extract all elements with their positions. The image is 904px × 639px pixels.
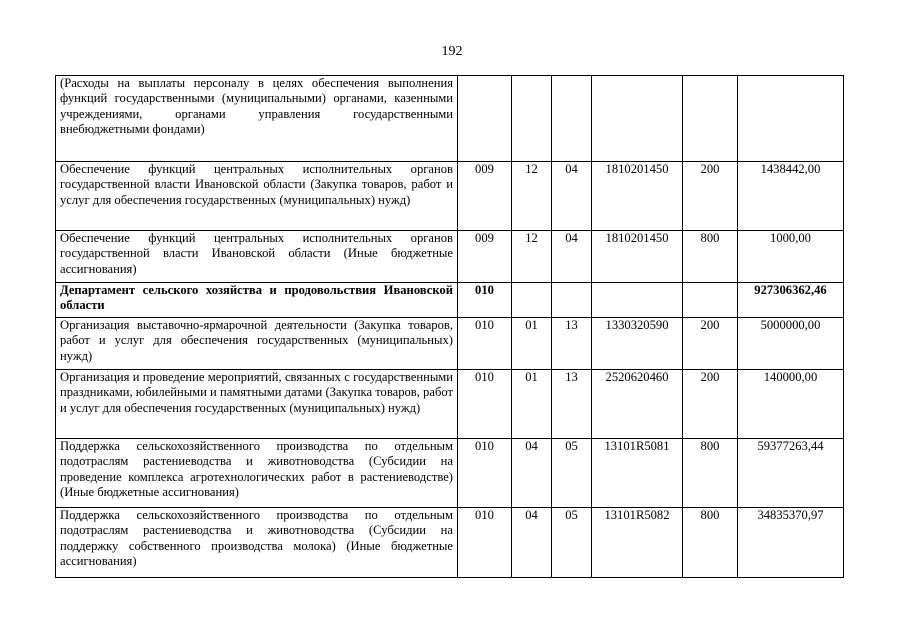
target-article-cell: 13101R5082 [592, 508, 683, 578]
table-row [56, 76, 844, 162]
amount-cell: 1438442,00 [738, 162, 844, 231]
subsection-code-cell: 04 [552, 231, 592, 283]
ministry-code-cell: 010 [458, 370, 512, 439]
table-row [56, 508, 844, 578]
table-row [56, 318, 844, 370]
subsection-code-cell [552, 283, 592, 318]
subsection-code-cell [552, 76, 592, 162]
section-code-cell: 04 [512, 439, 552, 508]
subsection-code-cell: 05 [552, 439, 592, 508]
expense-type-cell: 200 [683, 370, 738, 439]
table-row [56, 439, 844, 508]
item-name-cell: Организация и проведение мероприятий, связанных с государственными праздниками, юбилейными и памятными датами (Закупка товаров, работ и услуг для обеспечения государственных (муниципальных) нужд) [56, 370, 458, 439]
target-article-cell: 13101R5081 [592, 439, 683, 508]
target-article-cell: 2520620460 [592, 370, 683, 439]
table-row [56, 231, 844, 283]
item-name-cell: Организация выставочно-ярмарочной деятельности (Закупка товаров, работ и услуг для обеспечения государственных (муниципальных) нужд) [56, 318, 458, 370]
item-name-cell: (Расходы на выплаты персоналу в целях обеспечения выполнения функций государственными (муниципальными) органами, казенными учреждениями, органами управления государственными внебюджетными фондами) [56, 76, 458, 162]
subsection-code-cell: 04 [552, 162, 592, 231]
expense-type-cell: 800 [683, 231, 738, 283]
item-name-cell: Департамент сельского хозяйства и продовольствия Ивановской области [56, 283, 458, 318]
target-article-cell [592, 76, 683, 162]
expense-type-cell [683, 283, 738, 318]
section-code-cell: 04 [512, 508, 552, 578]
amount-cell: 1000,00 [738, 231, 844, 283]
budget-table [55, 75, 844, 578]
amount-cell: 34835370,97 [738, 508, 844, 578]
budget-table-body [56, 76, 844, 578]
subsection-code-cell: 13 [552, 318, 592, 370]
section-code-cell [512, 76, 552, 162]
page-number: 192 [441, 44, 463, 59]
ministry-code-cell: 010 [458, 318, 512, 370]
subsection-code-cell: 05 [552, 508, 592, 578]
item-name-cell: Поддержка сельскохозяйственного производства по отдельным подотраслям растениеводства и животноводства (Субсидии на проведение комплекса агротехнологических работ в растениеводстве) (Иные бюджетные ассигнования) [56, 439, 458, 508]
amount-cell [738, 76, 844, 162]
expense-type-cell: 200 [683, 318, 738, 370]
ministry-code-cell: 009 [458, 231, 512, 283]
amount-cell: 140000,00 [738, 370, 844, 439]
amount-cell: 5000000,00 [738, 318, 844, 370]
section-code-cell: 12 [512, 231, 552, 283]
section-code-cell: 01 [512, 370, 552, 439]
target-article-cell: 1810201450 [592, 231, 683, 283]
ministry-code-cell: 010 [458, 439, 512, 508]
target-article-cell: 1810201450 [592, 162, 683, 231]
item-name-cell: Обеспечение функций центральных исполнительных органов государственной власти Ивановской области (Иные бюджетные ассигнования) [56, 231, 458, 283]
ministry-code-cell: 010 [458, 508, 512, 578]
expense-type-cell: 800 [683, 508, 738, 578]
ministry-code-cell [458, 76, 512, 162]
section-code-cell: 01 [512, 318, 552, 370]
ministry-code-cell: 009 [458, 162, 512, 231]
section-code-cell: 12 [512, 162, 552, 231]
target-article-cell: 1330320590 [592, 318, 683, 370]
item-name-cell: Обеспечение функций центральных исполнительных органов государственной власти Ивановской области (Закупка товаров, работ и услуг для обеспечения государственных (муниципальных) нужд) [56, 162, 458, 231]
item-name-cell: Поддержка сельскохозяйственного производства по отдельным подотраслям растениеводства и животноводства (Субсидии на поддержку собственного производства молока) (Иные бюджетные ассигнования) [56, 508, 458, 578]
amount-cell: 927306362,46 [738, 283, 844, 318]
table-row [56, 162, 844, 231]
target-article-cell [592, 283, 683, 318]
expense-type-cell: 800 [683, 439, 738, 508]
subsection-code-cell: 13 [552, 370, 592, 439]
amount-cell: 59377263,44 [738, 439, 844, 508]
table-row [56, 283, 844, 318]
expense-type-cell: 200 [683, 162, 738, 231]
section-code-cell [512, 283, 552, 318]
expense-type-cell [683, 76, 738, 162]
table-row [56, 370, 844, 439]
ministry-code-cell: 010 [458, 283, 512, 318]
